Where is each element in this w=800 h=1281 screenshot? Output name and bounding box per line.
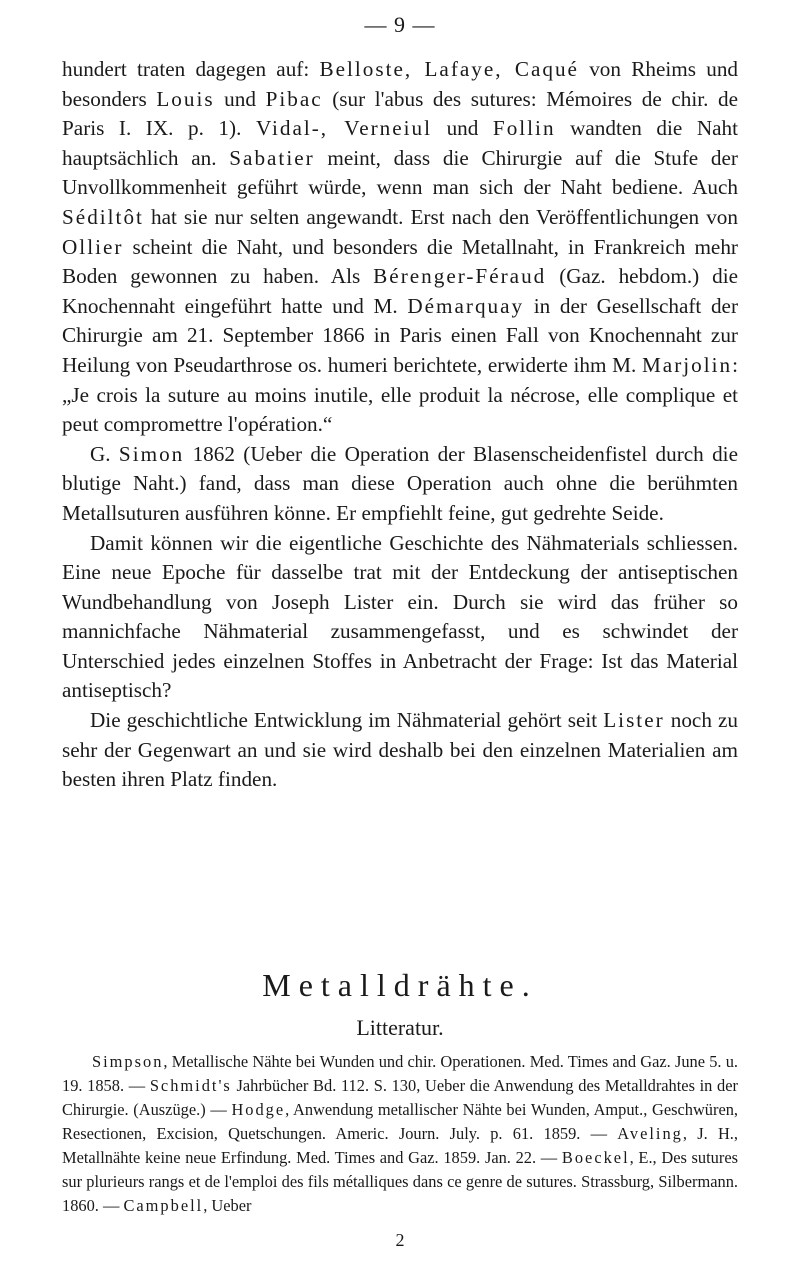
text-run: meint, dass die Chirurgie auf die Stufe der Unvollkommenheit geführt würde, wenn man sich der Naht bediene. Auch (62, 145, 738, 200)
ref-author: Simpson (92, 1052, 164, 1071)
ref-author: Campbell (123, 1196, 204, 1215)
ref-text: , J. H., Metallnähte keine neue Erfindung. Med. Times and Gaz. 1859. Jan. 22. — (62, 1124, 738, 1167)
text-run: G. (90, 441, 119, 466)
text-run: : „Je crois la suture au moins inutile, elle produit la nécrose, elle complique et peut compromettre l'opération.“ (62, 352, 738, 437)
author-name: Sédiltôt (62, 204, 144, 229)
text-run: (sur l'abus des sutures: Mémoires de chir. de Paris I. IX. p. 1). (62, 86, 738, 141)
author-name: Marjolin (641, 352, 733, 377)
section-heading: Metalldrähte. (262, 967, 538, 1003)
text-run: Die geschichtliche Entwicklung im Nähmaterial gehört seit (90, 708, 604, 733)
text-run: 1862 (Ueber die Operation der Blasenscheidenfistel durch die blutige Naht.) fand, dass man diese Operation auch ohne die berühmten Metallsuturen ausführen könne. Er empfiehlt feine, gut gedrehte Seide. (62, 441, 738, 525)
ref-author: Hodge (231, 1100, 286, 1119)
text-run: in der Gesellschaft der Chirurgie am 21. September 1866 in Paris einen Fall von Knochennaht zur Heilung von Pseudarthrose os. humeri berichtete, erwiderte ihm M. (62, 293, 739, 377)
paragraph-1 (62, 55, 738, 440)
reference-paragraph (62, 1050, 738, 1218)
page-number: — 9 — (364, 12, 436, 37)
author-name: Ollier (62, 234, 124, 259)
author-name: Bérenger-Féraud (373, 264, 547, 289)
paragraph-2 (62, 440, 738, 529)
author-name: Simon (118, 441, 185, 466)
text-run: von Rheims und besonders (62, 57, 739, 111)
ref-author: Schmidt's (149, 1076, 232, 1095)
ref-author: Boeckel (561, 1148, 630, 1167)
author-name: Lister (603, 708, 665, 733)
text-run: wandten die Naht hauptsächlich an. (62, 116, 739, 170)
text-run: hat sie nur selten angewandt. Erst nach den Veröffentlichungen von (143, 204, 738, 229)
ref-text: , Ueber (203, 1196, 252, 1215)
text-run: und (432, 116, 493, 141)
ref-text: , E., Des sutures sur plurieurs rangs et de l'emploi des fils métalliques dans ce genre de sutures. Strassburg, Silbermann. 1860. — (62, 1148, 738, 1215)
ref-author: Aveling (617, 1124, 683, 1143)
literature-heading: Litteratur. (356, 1015, 444, 1040)
body-text (62, 55, 738, 795)
author-name: Pibac (265, 86, 323, 111)
author-name: Louis (156, 86, 215, 111)
ref-text: , Anwendung metallischer Nähte bei Wunden, Amput., Geschwüren, Resectionen, Excision, Quetschungen. Americ. Journ. July. p. 61. 1859. — (62, 1100, 739, 1143)
author-name: Belloste, Lafaye, Caqué (319, 57, 579, 81)
author-name: Démarquay (407, 293, 525, 318)
signature-mark: 2 (395, 1230, 405, 1250)
paragraph-3: Damit können wir die eigentliche Geschichte des Nähmaterials schliessen. Eine neue Epoche für dasselbe trat mit der Entdeckung der antiseptischen Wundbehandlung von Joseph Lister ein. Durch sie wird das früher so mannichfache Nähmaterial zusammengefasst, und es schwindet der Unterschied jedes einzelnen Stoffes in Anbetracht der Frage: Ist das Material antiseptisch? (62, 530, 738, 703)
paragraph-4 (62, 706, 738, 795)
text-run: und (214, 86, 266, 111)
ref-text: Jahrbücher Bd. 112. S. 130, Ueber die Anwendung des Metalldrahtes in der Chirurgie. (Auszüge.) — (62, 1076, 738, 1119)
references (62, 1050, 738, 1218)
author-name: Follin (492, 116, 556, 141)
text-run: scheint die Naht, und besonders die Metallnaht, in Frankreich mehr Boden gewonnen zu haben. Als (62, 234, 738, 289)
text-run: (Gaz. hebdom.) die Knochennaht eingeführt hatte und M. (62, 264, 738, 318)
author-name: Vidal-, Verneiul (255, 116, 433, 141)
author-name: Sabatier (229, 145, 315, 170)
ref-text: , Metallische Nähte bei Wunden und chir. Operationen. Med. Times and Gaz. June 5. u. 19. 1858. — (62, 1052, 738, 1095)
text-run: noch zu sehr der Gegenwart an und sie wird deshalb bei den einzelnen Materialien am besten ihren Platz finden. (62, 708, 738, 792)
text-run: hundert traten dagegen auf: (62, 57, 320, 81)
